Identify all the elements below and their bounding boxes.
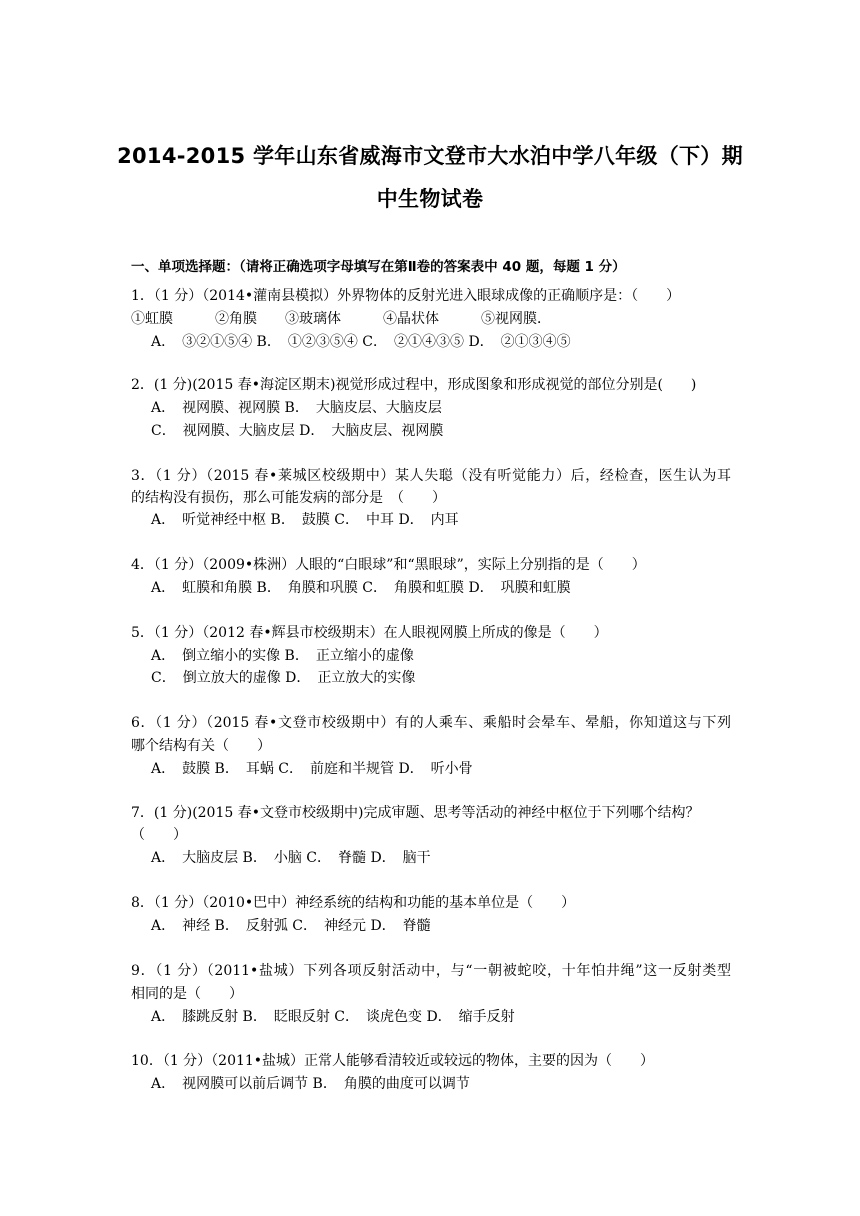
question-7-stem-cont: （ ） bbox=[131, 827, 187, 843]
question-9-options: A． 膝跳反射 B． 眨眼反射 C． 谈虎色变 D． 缩手反射 bbox=[151, 1009, 515, 1025]
question-1-options: A． ③②①⑤④ B． ①②③⑤④ C． ②①④③⑤ D． ②①③④⑤ bbox=[151, 334, 571, 350]
page-title-line-1: 2014-2015 学年山东省威海市文登市大水泊中学八年级（下）期 bbox=[117, 144, 743, 168]
question-4-stem: 4．（1 分）（2009•株洲）人眼的“白眼球”和“黑眼球”，实际上分别指的是（ ） bbox=[131, 557, 646, 573]
question-6-options: A． 鼓膜 B． 耳蜗 C． 前庭和半规管 D． 听小骨 bbox=[151, 761, 473, 777]
question-2-options-cd: C． 视网膜、大脑皮层 D． 大脑皮层、视网膜 bbox=[151, 423, 444, 439]
question-6-stem-cont: 哪个结构有关（ ） bbox=[131, 738, 271, 754]
question-8-stem: 8．（1 分）（2010•巴中）神经系统的结构和功能的基本单位是（ ） bbox=[131, 895, 576, 911]
question-10-stem: 10．（1 分）（2011•盐城）正常人能够看清较近或较远的物体，主要的因为（ ） bbox=[131, 1053, 655, 1069]
question-3-stem: 3．（1 分）（2015 春•莱城区校级期中）某人失聪（没有听觉能力）后，经检查，医生认为耳 bbox=[131, 468, 731, 484]
question-7-stem: 7．(1 分)(2015 春•文登市校级期中)完成审题、思考等活动的神经中枢位于下列哪个结构？ bbox=[131, 805, 700, 821]
question-1-stem-items: ①虹膜 ②角膜 ③玻璃体 ④晶状体 ⑤视网膜． bbox=[131, 311, 551, 327]
question-5-options-cd: C． 倒立放大的虚像 D． 正立放大的实像 bbox=[151, 670, 416, 686]
question-9-stem: 9．（1 分）（2011•盐城）下列各项反射活动中，与“一朝被蛇咬，十年怕井绳”这一反射类型 bbox=[131, 963, 731, 979]
question-1-stem: 1．（1 分）（2014•灌南县模拟）外界物体的反射光进入眼球成像的正确顺序是：（ ） bbox=[131, 288, 681, 304]
question-3-options: A． 听觉神经中枢 B． 鼓膜 C． 中耳 D． 内耳 bbox=[151, 512, 459, 528]
section-heading: 一、单项选择题：（请将正确选项字母填写在第Ⅱ卷的答案表中 40 题，每题 1 分） bbox=[131, 259, 626, 275]
question-5-options-ab: A． 倒立缩小的实像 B． 正立缩小的虚像 bbox=[151, 648, 414, 664]
question-4-options: A． 虹膜和角膜 B． 角膜和巩膜 C． 角膜和虹膜 D． 巩膜和虹膜 bbox=[151, 580, 571, 596]
question-2-stem: 2．(1 分)(2015 春•海淀区期末)视觉形成过程中，形成图象和形成视觉的部位分别是( ) bbox=[131, 377, 697, 393]
question-7-options: A． 大脑皮层 B． 小脑 C． 脊髓 D． 脑干 bbox=[151, 850, 431, 866]
question-3-stem-cont: 的结构没有损伤，那么可能发病的部分是 （ ） bbox=[131, 490, 446, 506]
question-10-options: A． 视网膜可以前后调节 B． 角膜的曲度可以调节 bbox=[151, 1076, 470, 1092]
question-6-stem: 6．（1 分）（2015 春•文登市校级期中）有的人乘车、乘船时会晕车、晕船，你知道这与下列 bbox=[131, 715, 731, 731]
page-title-line-2: 中生物试卷 bbox=[376, 187, 484, 211]
question-5-stem: 5．（1 分）（2012 春•辉县市校级期末）在人眼视网膜上所成的像是（ ） bbox=[131, 625, 608, 641]
question-8-options: A． 神经 B． 反射弧 C． 神经元 D． 脊髓 bbox=[151, 918, 431, 934]
question-2-options-ab: A． 视网膜、视网膜 B． 大脑皮层、大脑皮层 bbox=[151, 400, 442, 416]
question-9-stem-cont: 相同的是（ ） bbox=[131, 986, 243, 1002]
